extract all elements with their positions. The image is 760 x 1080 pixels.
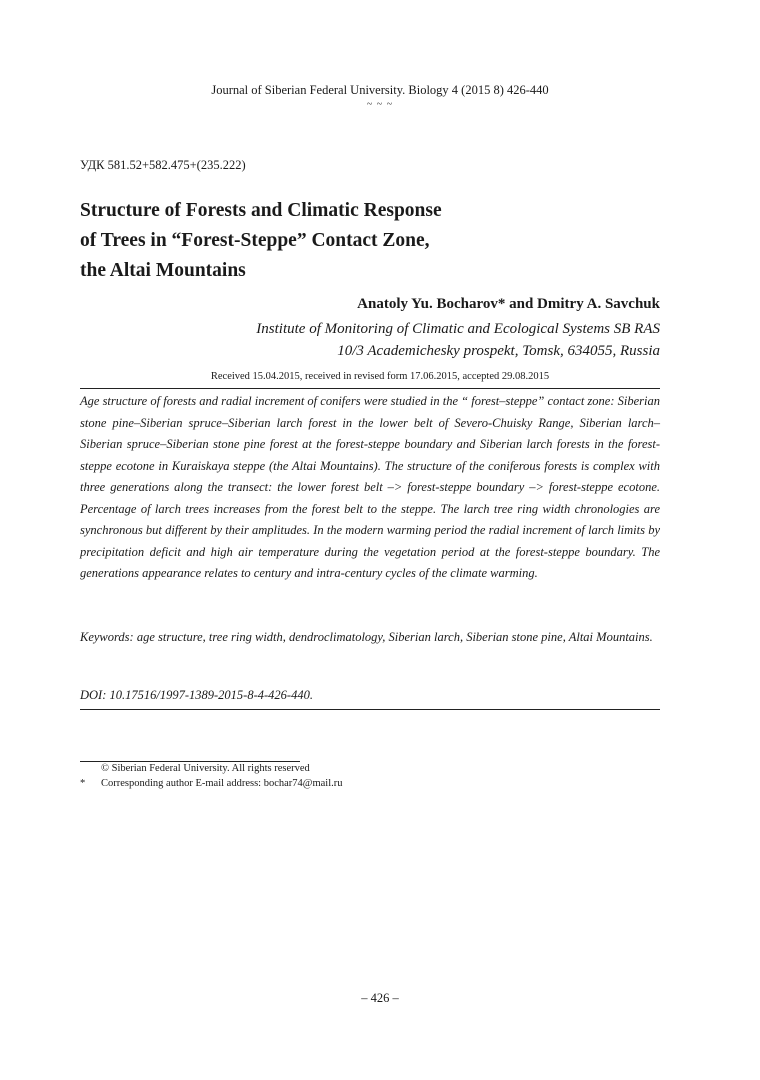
divider-bottom: [80, 709, 660, 710]
footnote-corresponding: Corresponding author E-mail address: bochar74@mail.ru: [101, 778, 343, 789]
abstract: Age structure of forests and radial increment of conifers were studied in the “ forest–steppe” contact zone: Siberian stone pine–Siberian spruce–Siberian larch forest in the lower belt of Severo-Chuisky Range, Siberian larch–Siberian spruce–Siberian stone pine forest at the forest-steppe boundary and Siberian larch forests in the forest-steppe ecotone in Kuraiskaya steppe (the Altai Mountains). The structure of the coniferous forests is complex with three generations along the transect: the lower forest belt –> forest-steppe boundary –> forest-steppe ecotone. Percentage of larch trees increases from the forest belt to the steppe. The larch tree ring width chronologies are synchronous but different by their amplitudes. In the modern warming period the radial increment of larch limits by precipitation deficit and high air temperature during the vegetation period at the forest-steppe boundary. The generations appearance relates to century and intra-century cycles of the climate warming.: [80, 394, 660, 580]
title-line: of Trees in “Forest-Steppe” Contact Zone,: [80, 230, 430, 251]
article-title: [80, 196, 600, 286]
keywords: Keywords: age structure, tree ring width, dendroclimatology, Siberian larch, Siberian stone pine, Altai Mountains.: [80, 630, 653, 644]
udk-code: УДК 581.52+582.475+(235.222): [80, 158, 246, 172]
affiliation-line: Institute of Monitoring of Climatic and Ecological Systems SB RAS: [256, 321, 660, 337]
divider-top: [80, 388, 660, 389]
title-line: Structure of Forests and Climatic Response: [80, 200, 442, 221]
doi: DOI: 10.17516/1997-1389-2015-8-4-426-440.: [80, 688, 313, 702]
title-line: the Altai Mountains: [80, 260, 246, 281]
footnote-marker: *: [80, 778, 86, 789]
footnote-copyright: © Siberian Federal University. All rights reserved: [101, 763, 310, 774]
journal-header: Journal of Siberian Federal University. Biology 4 (2015 8) 426-440: [211, 83, 549, 97]
footnote-divider: [80, 761, 300, 762]
page-number: – 426 –: [361, 991, 399, 1005]
affiliation-line: 10/3 Academichesky prospekt, Tomsk, 634055, Russia: [337, 343, 660, 359]
affiliation: [256, 318, 660, 362]
received-dates: Received 15.04.2015, received in revised form 17.06.2015, accepted 29.08.2015: [210, 371, 550, 382]
authors: Anatoly Yu. Bocharov* and Dmitry A. Savchuk: [357, 296, 660, 312]
header-ornament: ~ ~ ~: [366, 99, 394, 110]
